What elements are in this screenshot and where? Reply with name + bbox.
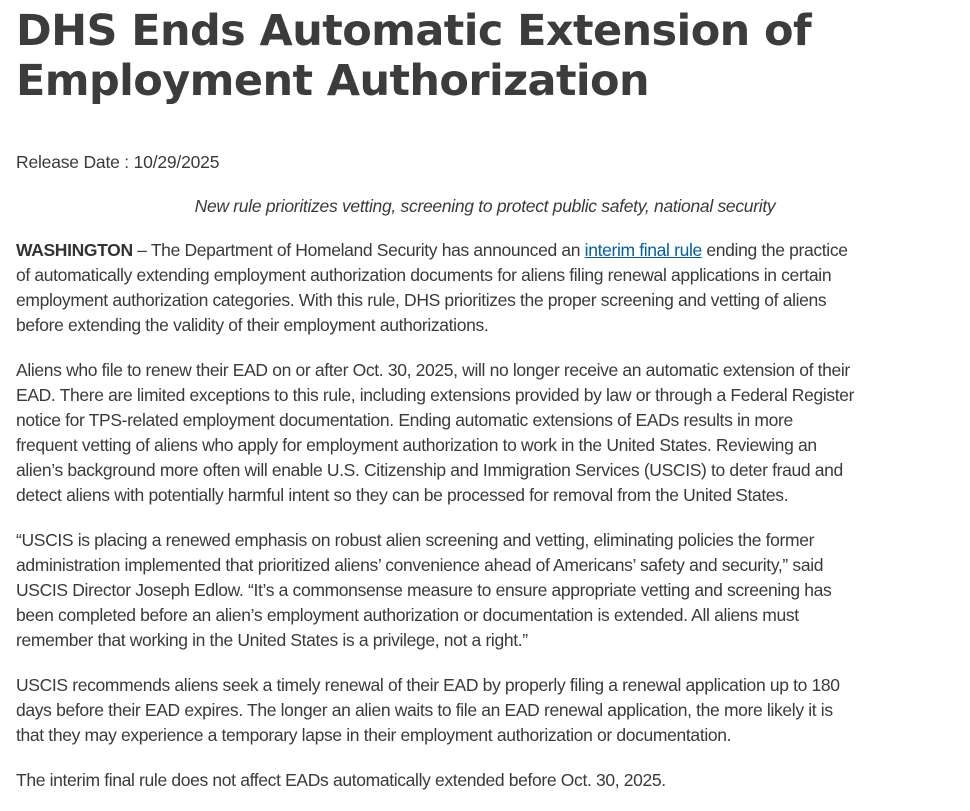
paragraph-2 [16,358,954,508]
paragraph-5 [16,768,954,793]
paragraph-line: detect aliens with potentially harmful intent so they can be processed for removal from the United States. [16,485,789,505]
paragraph-line: EAD. There are limited exceptions to this rule, including extensions provided by law or through a Federal Register [16,385,855,405]
paragraph-line: “USCIS is placing a renewed emphasis on robust alien screening and vetting, eliminating policies the former [16,530,815,550]
paragraph-line: remember that working in the United States is a privilege, not a right.” [16,630,528,650]
interim-final-rule-link[interactable]: interim final rule [584,240,702,260]
article-subtitle: New rule prioritizes vetting, screening to protect public safety, national security [194,196,776,216]
paragraph-1-line-1 [16,238,954,263]
paragraph-line: Aliens who file to renew their EAD on or after Oct. 30, 2025, will no longer receive an automatic extension of their [16,360,850,380]
release-date [16,150,954,174]
paragraph-line: that they may experience a temporary lapse in their employment authorization or documentation. [16,725,732,745]
paragraph-line: employment authorization categories. With this rule, DHS prioritizes the proper screening and vetting of aliens [16,290,827,310]
dateline: WASHINGTON [16,240,133,260]
paragraph-line: USCIS recommends aliens seek a timely renewal of their EAD by properly filing a renewal application up to 180 [16,675,840,695]
paragraph-line: frequent vetting of aliens who apply for employment authorization to work in the United States. Reviewing an [16,435,817,455]
article [0,6,970,793]
p1-l1-pre: – The Department of Homeland Security has announced an [132,240,585,260]
paragraph-line: days before their EAD expires. The longer an alien waits to file an EAD renewal application, the more likely it is [16,700,833,720]
paragraph-line: before extending the validity of their employment authorizations. [16,315,489,335]
title-line-2: Employment Authorization [16,56,650,106]
p1-l1-post: ending the practice [701,240,848,260]
paragraph-line: administration implemented that prioritized aliens’ convenience ahead of Americans’ safety and security,” said [16,555,824,575]
release-date-label: Release Date : [16,152,129,172]
release-date-value: 10/29/2025 [133,152,220,172]
paragraph-line: alien’s background more often will enable U.S. Citizenship and Immigration Services (USCIS) to deter fraud and [16,460,843,480]
paragraph-1 [16,238,954,338]
paragraph-line: notice for TPS-related employment documentation. Ending automatic extensions of EADs results in more [16,410,793,430]
title-line-1: DHS Ends Automatic Extension of [16,6,812,56]
paragraph-line: USCIS Director Joseph Edlow. “It’s a commonsense measure to ensure appropriate vetting and screening has [16,580,832,600]
paragraph-line: been completed before an alien’s employment authorization or documentation is extended. All aliens must [16,605,799,625]
paragraph-3 [16,528,954,653]
page-title [16,6,954,106]
paragraph-4 [16,673,954,748]
paragraph-line: of automatically extending employment authorization documents for aliens filing renewal applications in certain [16,265,832,285]
paragraph-line: The interim final rule does not affect EADs automatically extended before Oct. 30, 2025. [16,770,666,790]
